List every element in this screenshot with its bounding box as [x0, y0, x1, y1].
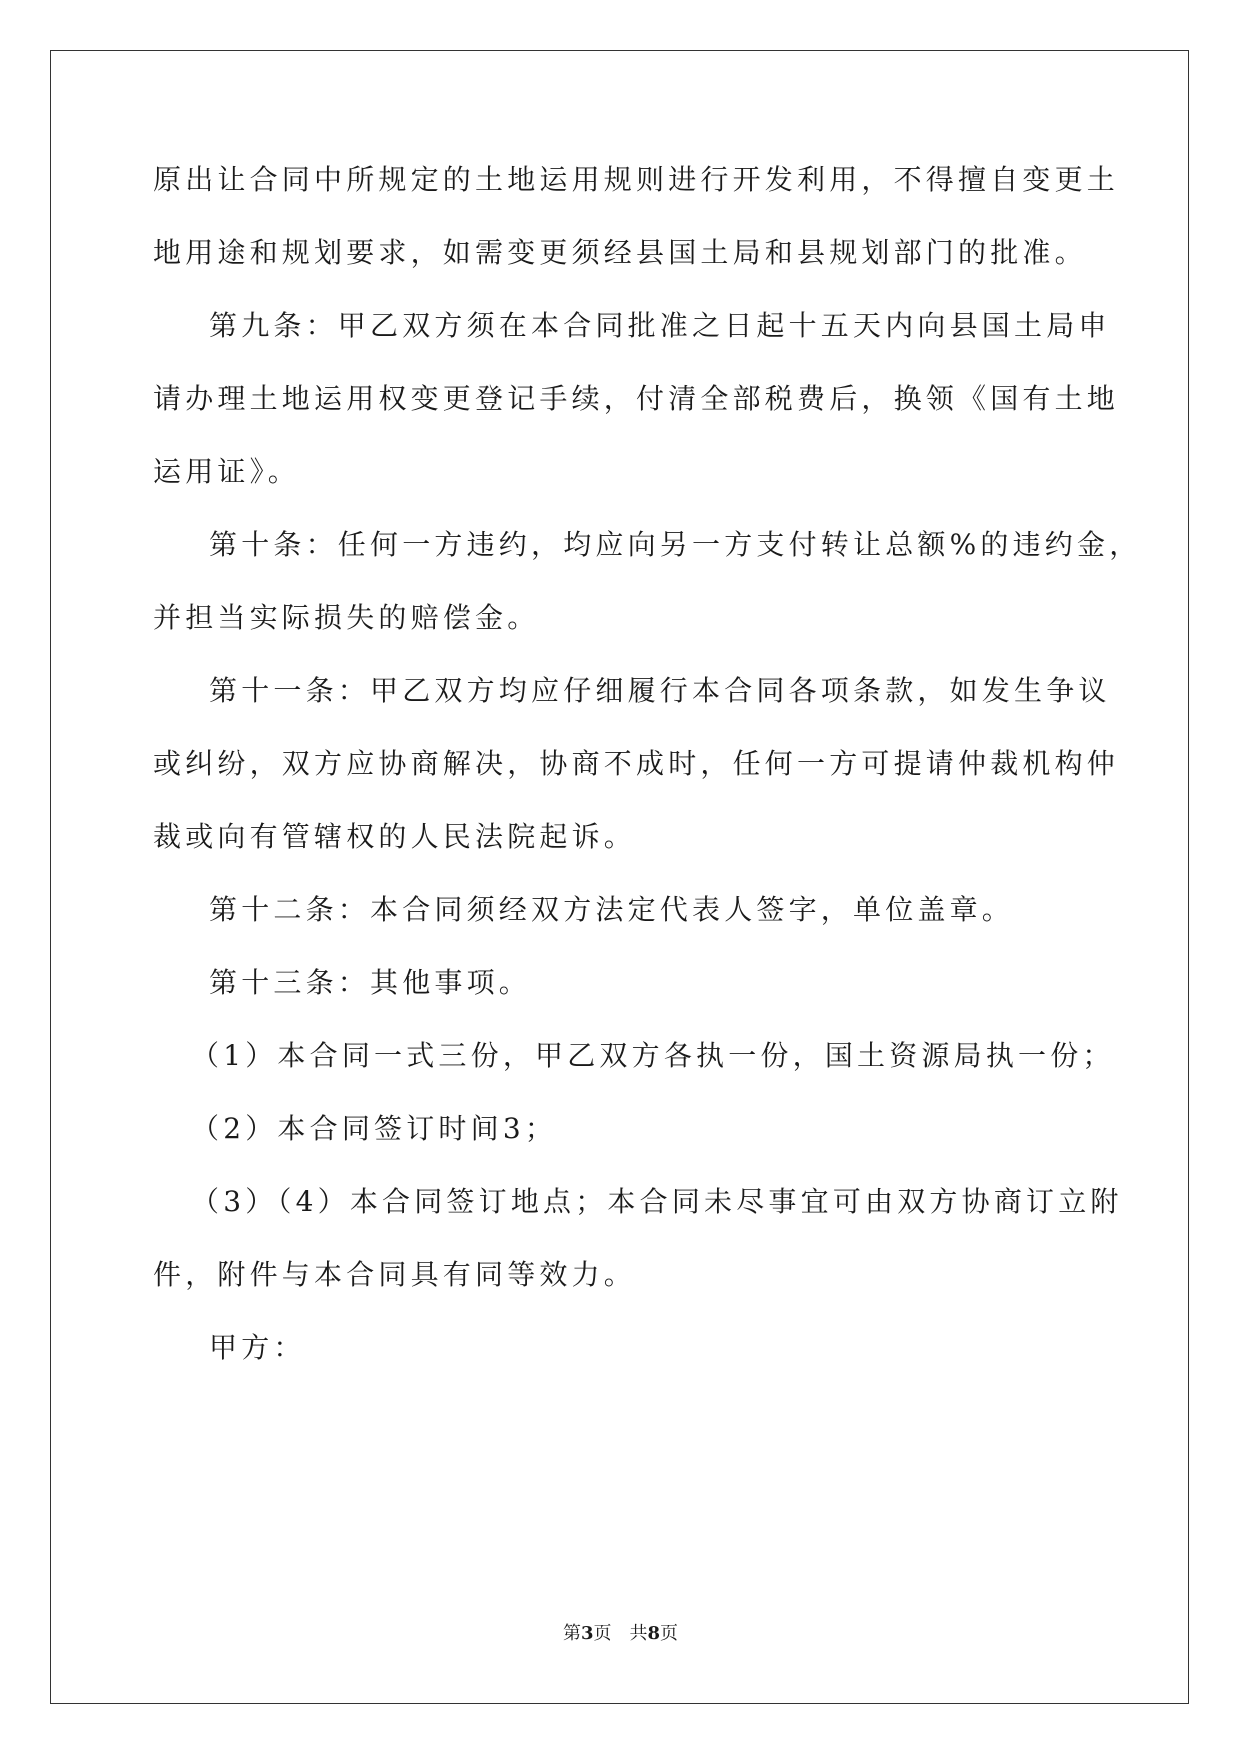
- total-prefix: 共: [629, 1623, 648, 1644]
- clause-9-line: 第九条：甲乙双方须在本合同批准之日起十五天内向县国土局申: [209, 309, 1111, 342]
- clause-10-line: 第十条：任何一方违约，均应向另一方支付转让总额%的违约金，: [209, 528, 1142, 561]
- item-3-4-line: （3）（4）本合同签订地点；本合同未尽事宜可由双方协商订立附: [191, 1185, 1123, 1218]
- page-suffix: 页: [593, 1623, 612, 1644]
- item-1-line: （1）本合同一式三份，甲乙双方各执一份，国土资源局执一份；: [191, 1039, 1115, 1072]
- clause-12-line: 第十二条：本合同须经双方法定代表人签字，单位盖章。: [209, 893, 1015, 926]
- current-page-number: 3: [580, 1623, 594, 1644]
- item-2-line: （2）本合同签订时间3；: [191, 1112, 558, 1145]
- text-line: 原出让合同中所规定的土地运用规则进行开发利用，不得擅自变更土: [153, 163, 1120, 196]
- party-a-label: 甲方：: [209, 1331, 306, 1364]
- text-line: 件，附件与本合同具有同等效力。: [153, 1258, 637, 1291]
- text-line: 请办理土地运用权变更登记手续，付清全部税费后，换领《国有土地: [153, 382, 1120, 415]
- page-border: [50, 50, 1189, 1704]
- clause-13-line: 第十三条：其他事项。: [209, 966, 532, 999]
- page-prefix: 第: [562, 1623, 581, 1644]
- total-pages-number: 8: [647, 1623, 661, 1644]
- text-line: 并担当实际损失的赔偿金。: [153, 601, 540, 634]
- text-line: 地用途和规划要求，如需变更须经县国土局和县规划部门的批准。: [153, 236, 1087, 269]
- text-line: 运用证》。: [153, 455, 301, 488]
- text-line: 或纠纷，双方应协商解决，协商不成时，任何一方可提请仲裁机构仲: [153, 747, 1120, 780]
- total-suffix: 页: [660, 1623, 679, 1644]
- page-footer: [0, 1622, 1241, 1646]
- text-line: 裁或向有管辖权的人民法院起诉。: [153, 820, 637, 853]
- clause-11-line: 第十一条：甲乙双方均应仔细履行本合同各项条款，如发生争议: [209, 674, 1111, 707]
